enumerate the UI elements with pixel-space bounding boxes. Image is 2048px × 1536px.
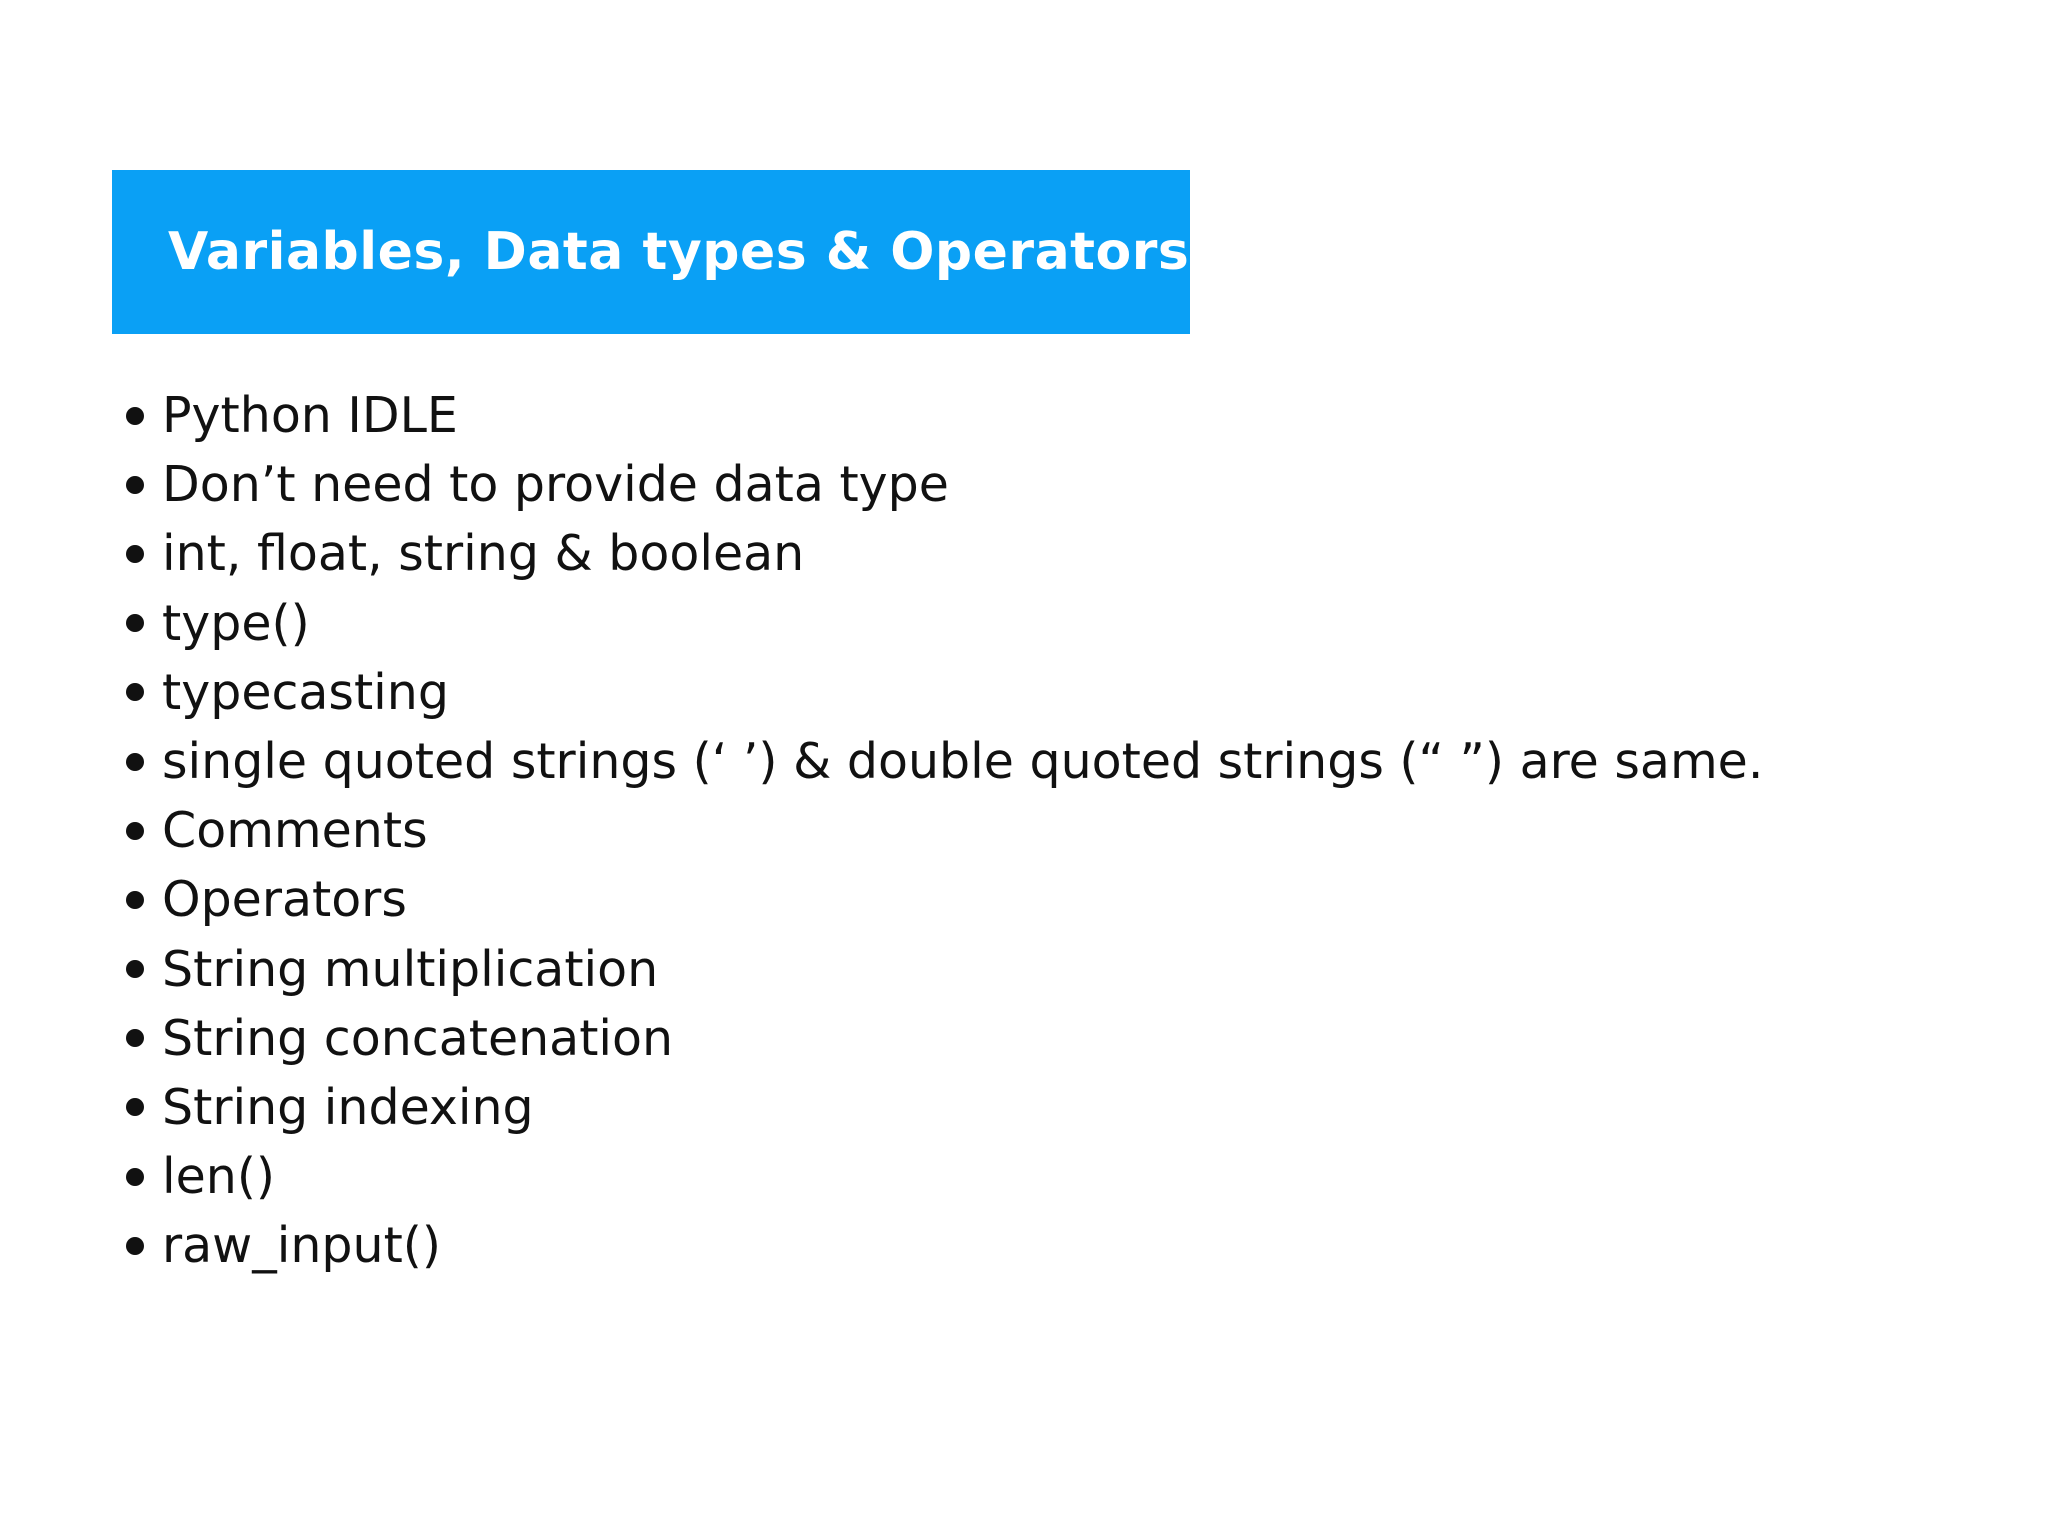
- bullet-item: [126, 865, 1763, 934]
- bullet-item: [126, 589, 1763, 658]
- bullet-icon: [126, 753, 144, 771]
- bullet-icon: [126, 891, 144, 909]
- bullet-item: [126, 519, 1763, 588]
- bullet-text: type(): [162, 594, 310, 652]
- bullet-icon: [126, 1029, 144, 1047]
- bullet-text: Python IDLE: [162, 387, 458, 445]
- bullet-text: String concatenation: [162, 1009, 674, 1067]
- bullet-item: [126, 796, 1763, 865]
- bullet-icon: [126, 545, 144, 563]
- bullet-text: single quoted strings (‘ ’) & double quoted strings (“ ”) are same.: [162, 733, 1764, 791]
- bullet-icon: [126, 476, 144, 494]
- bullet-item: [126, 935, 1763, 1004]
- bullet-icon: [126, 614, 144, 632]
- bullet-item: [126, 1211, 1763, 1280]
- bullet-text: raw_input(): [162, 1217, 442, 1275]
- bullet-icon: [126, 822, 144, 840]
- bullet-item: [126, 1073, 1763, 1142]
- bullet-icon: [126, 1168, 144, 1186]
- bullet-text: typecasting: [162, 663, 449, 721]
- title-banner: [112, 170, 1190, 334]
- bullet-text: Comments: [162, 802, 428, 860]
- bullet-item: [126, 727, 1763, 796]
- bullet-item: [126, 1142, 1763, 1211]
- bullet-text: String multiplication: [162, 940, 659, 998]
- bullet-item: [126, 450, 1763, 519]
- bullet-text: len(): [162, 1148, 276, 1206]
- slide-title: Variables, Data types & Operators: [168, 222, 1190, 282]
- bullet-list: [126, 381, 1763, 1280]
- bullet-item: [126, 381, 1763, 450]
- bullet-item: [126, 658, 1763, 727]
- bullet-icon: [126, 1237, 144, 1255]
- bullet-icon: [126, 683, 144, 701]
- bullet-item: [126, 1004, 1763, 1073]
- bullet-text: int, float, string & boolean: [162, 525, 805, 583]
- bullet-text: String indexing: [162, 1078, 534, 1136]
- bullet-icon: [126, 407, 144, 425]
- bullet-text: Operators: [162, 871, 407, 929]
- bullet-icon: [126, 1098, 144, 1116]
- bullet-icon: [126, 960, 144, 978]
- bullet-text: Don’t need to provide data type: [162, 456, 949, 514]
